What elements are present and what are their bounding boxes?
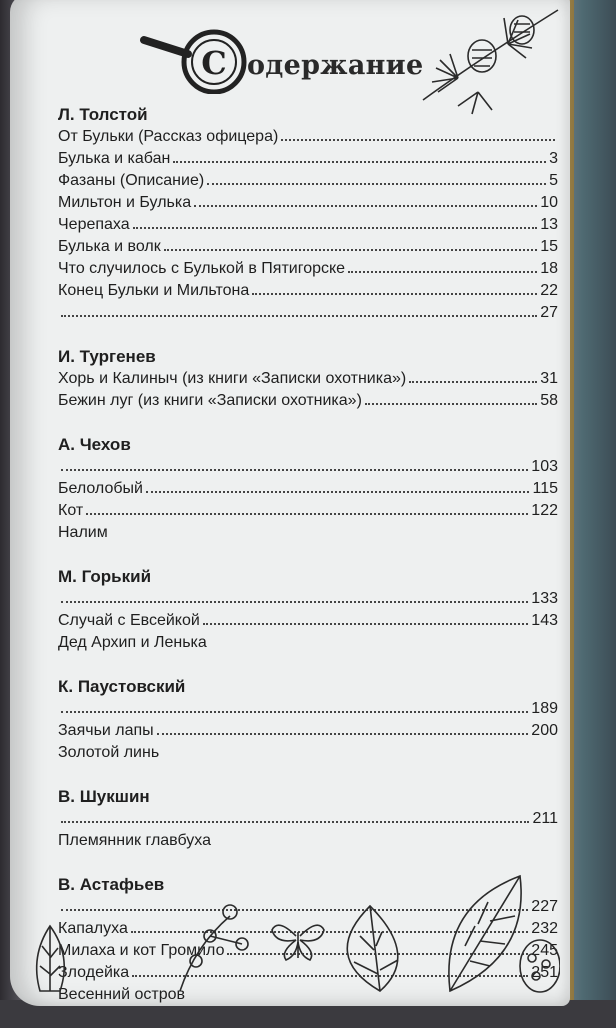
toc-entry	[58, 236, 558, 258]
entry-title: Случай с Евсейкой	[58, 612, 200, 629]
entry-page: 13	[540, 216, 558, 233]
author-name: Л. Толстой	[58, 105, 148, 124]
entry-title: Хорь и Калиныч (из книги «Записки охотника»)	[58, 370, 407, 387]
entry-page: 3	[549, 150, 558, 167]
dot-leader	[252, 293, 537, 295]
berry-sprig-icon	[180, 905, 248, 991]
entry-page: 22	[540, 282, 558, 299]
entry-title: Булька и кабан	[58, 150, 171, 167]
entry-page: 251	[531, 964, 558, 981]
entry-page: 200	[531, 722, 558, 739]
entry-page: 211	[532, 810, 558, 827]
toc-section-paustovsky	[58, 676, 558, 764]
entry-page: 58	[540, 392, 558, 409]
toc-section-chekhov	[58, 434, 558, 544]
entry-title: Милаха и кот Громило	[58, 942, 225, 959]
entry-page: 133	[531, 590, 558, 607]
toc-entry	[58, 192, 558, 214]
entry-page: 232	[531, 920, 558, 937]
entry-page: 122	[531, 502, 558, 519]
entry-title: Дед Архип и Ленька	[58, 634, 207, 651]
entry-title: Капалуха	[58, 920, 128, 937]
dot-leader	[173, 161, 546, 163]
dot-leader	[203, 623, 529, 625]
title-initial: С	[201, 44, 227, 82]
entry-page: 5	[549, 172, 558, 189]
entry-title: Что случилось с Булькой в Пятигорске	[58, 260, 346, 277]
dot-leader	[61, 469, 528, 471]
dot-leader	[61, 601, 528, 603]
entry-page: 15	[540, 238, 558, 255]
toc-entry	[58, 588, 558, 610]
toc-entry	[58, 500, 558, 522]
dot-leader	[348, 271, 537, 273]
dot-leader	[61, 821, 529, 823]
author-name: В. Астафьев	[58, 875, 165, 894]
contents-header	[138, 24, 438, 94]
toc-entry	[58, 368, 558, 390]
entry-title: Черепаха	[58, 216, 130, 233]
entry-title: Заячьи лапы	[58, 722, 154, 739]
entry-title: Племянник главбуха	[58, 832, 212, 849]
entry-title: Весенний остров	[58, 986, 185, 1003]
dot-leader	[194, 205, 537, 207]
toc-entry	[58, 742, 558, 764]
entry-title: Конец Бульки и Мильтона	[58, 282, 250, 299]
entry-title: Налим	[58, 524, 108, 541]
toc-entry	[58, 148, 558, 170]
toc-entry	[58, 522, 558, 544]
toc-entry	[58, 214, 558, 236]
entry-title: Золотой линь	[58, 744, 160, 761]
birch-leaf-icon	[347, 906, 398, 991]
toc-entry	[58, 456, 558, 478]
dot-leader	[61, 711, 528, 713]
toc-entry	[58, 390, 558, 412]
dot-leader	[281, 139, 555, 141]
author-name: А. Чехов	[58, 435, 131, 454]
toc-section-gorky	[58, 566, 558, 654]
toc-entry	[58, 632, 558, 654]
decorative-botanical-border	[20, 866, 560, 996]
entry-page: 245	[531, 942, 558, 959]
entry-title: Бежин луг (из книги «Записки охотника»)	[58, 392, 362, 409]
dot-leader	[61, 315, 537, 317]
author-name: М. Горький	[58, 567, 152, 586]
dot-leader	[157, 733, 529, 735]
toc-entry	[58, 302, 558, 324]
toc-entry	[58, 280, 558, 302]
entry-title: От Бульки (Рассказ офицера)	[58, 128, 279, 145]
entry-title: Мильтон и Булька	[58, 194, 192, 211]
dot-leader	[146, 491, 530, 493]
entry-title: Кот	[58, 502, 84, 519]
page-title: одержание	[247, 50, 424, 81]
entry-title: Фазаны (Описание)	[58, 172, 205, 189]
butterfly-icon	[272, 925, 324, 960]
book-page	[10, 0, 570, 1006]
entry-title: Булька и волк	[58, 238, 161, 255]
dot-leader	[409, 381, 537, 383]
toc-entry	[58, 720, 558, 742]
toc-section-turgenev	[58, 346, 558, 412]
toc-entry	[58, 830, 558, 852]
seed-pod-icon	[520, 940, 560, 992]
toc-entry	[58, 610, 558, 632]
entry-page: 143	[531, 612, 558, 629]
toc-entry	[58, 170, 558, 192]
entry-page: 31	[540, 370, 558, 387]
entry-title: Белолобый	[58, 480, 143, 497]
author-name: К. Паустовский	[58, 677, 186, 696]
entry-page: 227	[531, 898, 558, 915]
toc-entry	[58, 126, 558, 148]
dot-leader	[207, 183, 546, 185]
toc-entry	[58, 258, 558, 280]
dot-leader	[365, 403, 537, 405]
toc-entry	[58, 808, 558, 830]
dot-leader	[133, 227, 538, 229]
toc-entry	[58, 478, 558, 500]
toc-section-tolstoy	[58, 104, 558, 324]
dot-leader	[164, 249, 537, 251]
large-leaf-icon	[449, 876, 521, 991]
entry-page: 18	[540, 260, 558, 277]
author-name: И. Тургенев	[58, 347, 156, 366]
entry-page: 103	[531, 458, 558, 475]
toc-entry	[58, 698, 558, 720]
entry-page: 10	[540, 194, 558, 211]
dot-leader	[86, 513, 528, 515]
author-name: В. Шукшин	[58, 787, 150, 806]
entry-page: 189	[531, 700, 558, 717]
entry-title: Злодейка	[58, 964, 130, 981]
toc-section-shukshin	[58, 786, 558, 852]
entry-page: 27	[540, 304, 558, 321]
entry-page: 115	[532, 480, 558, 497]
